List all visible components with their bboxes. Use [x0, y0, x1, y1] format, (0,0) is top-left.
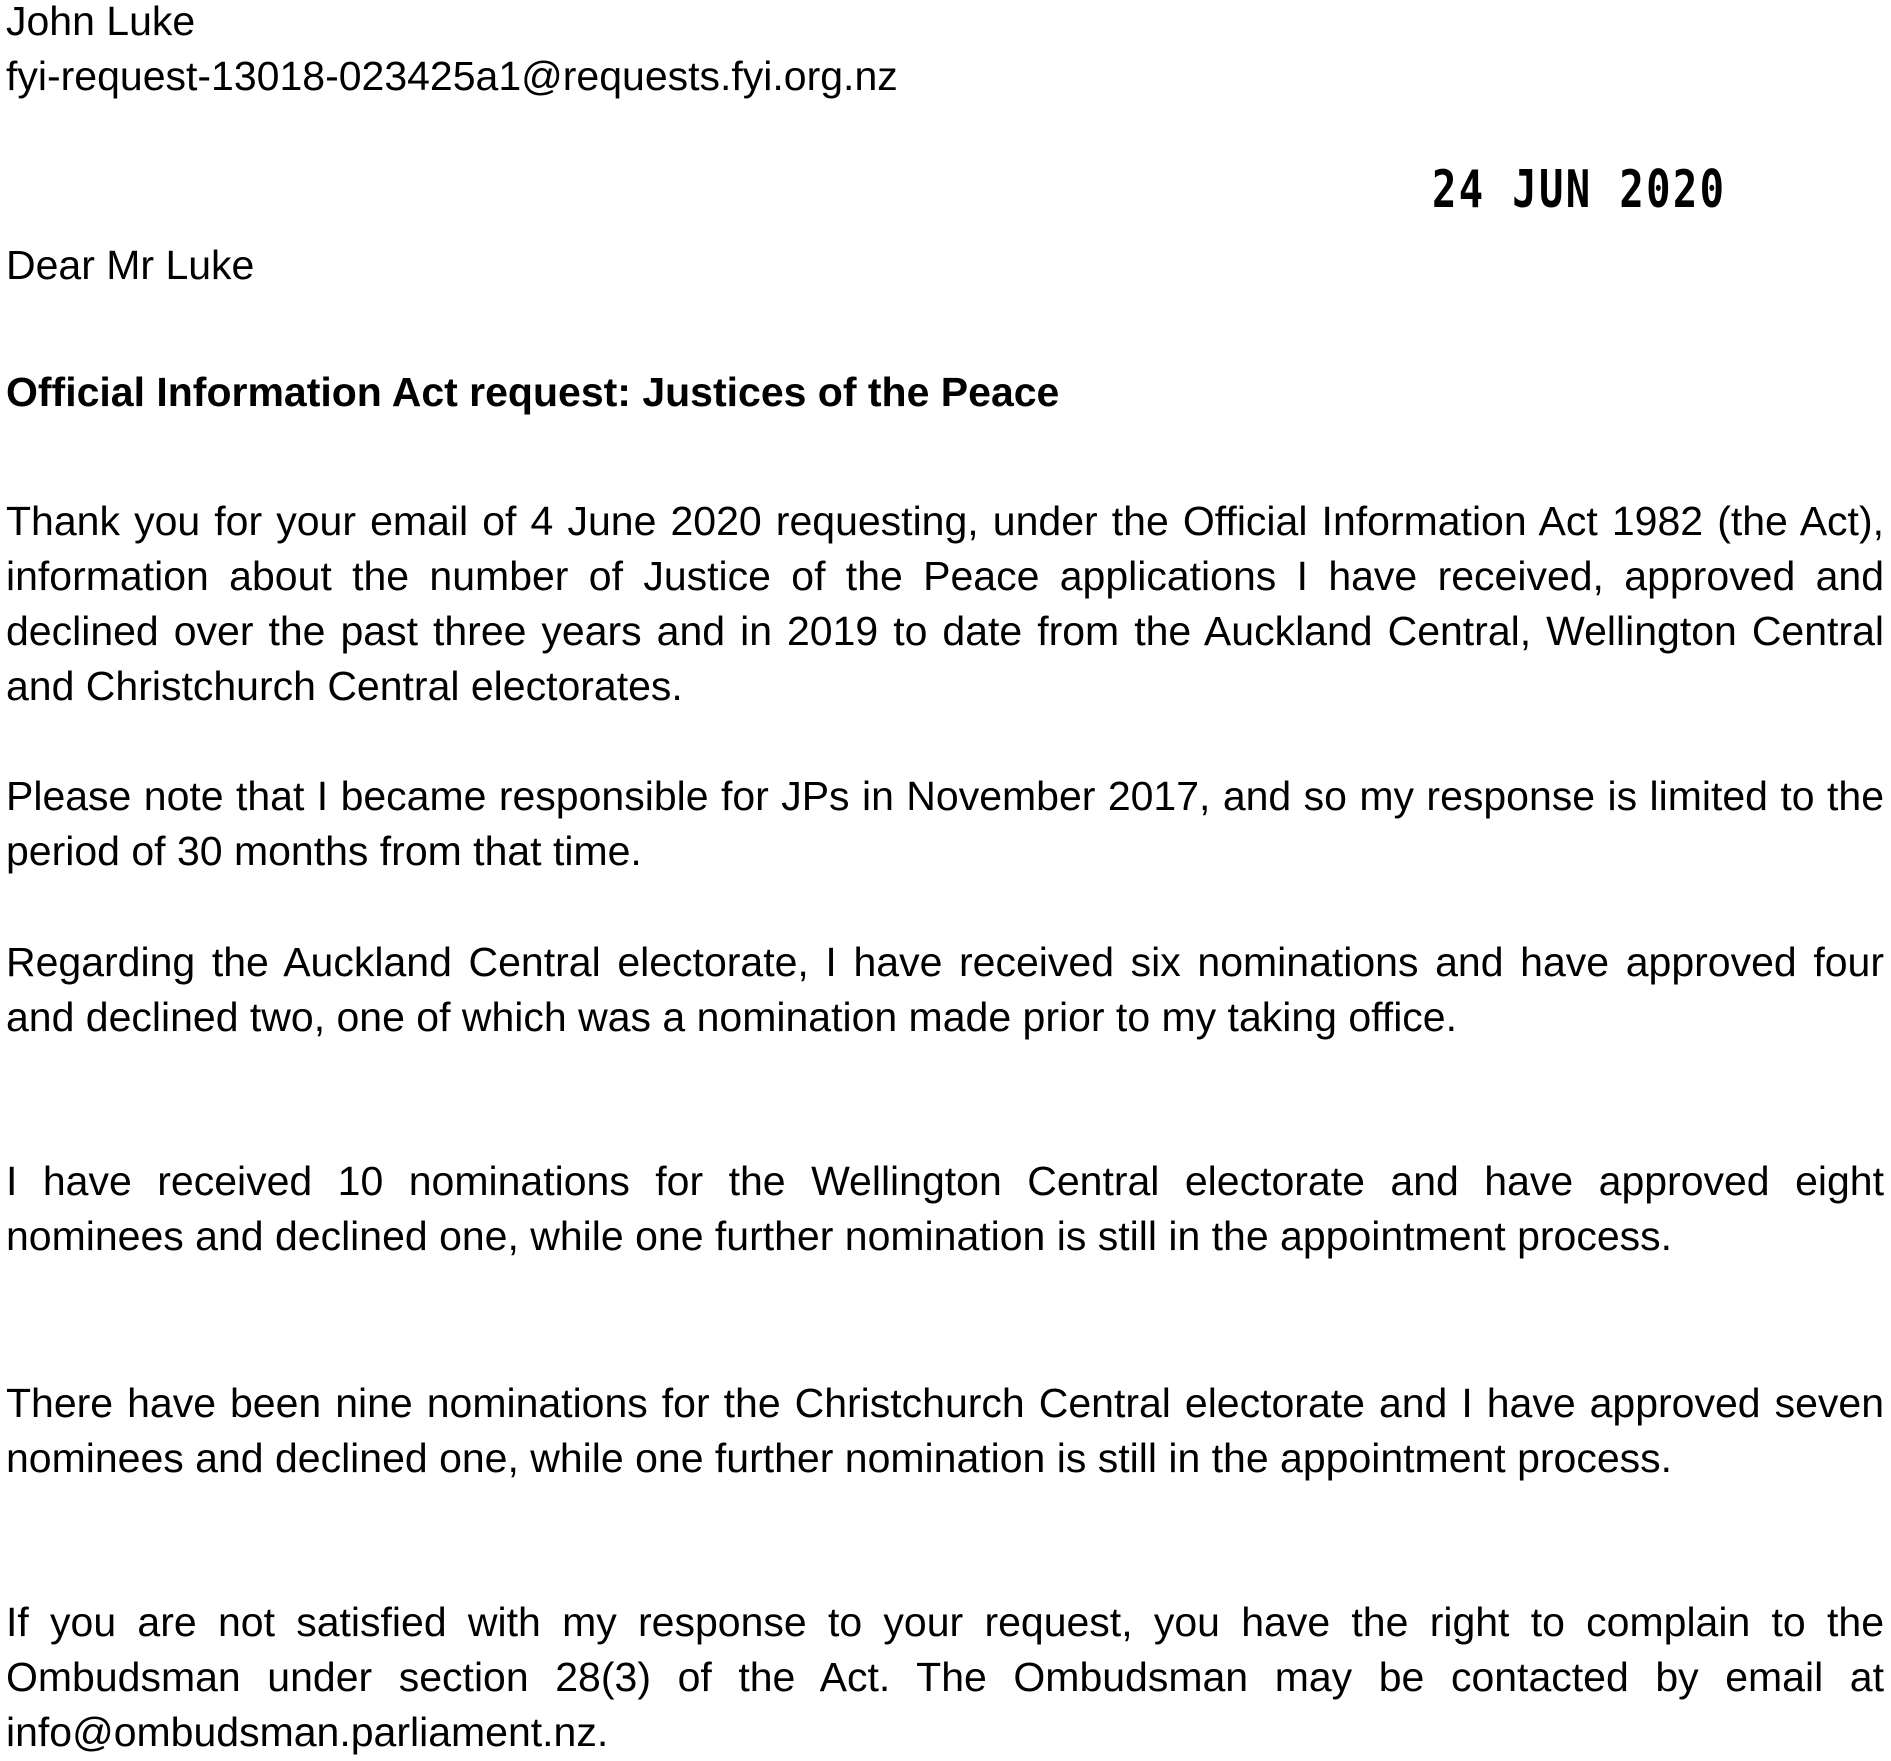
recipient-name: John Luke	[6, 0, 196, 44]
paragraph-responsibility-note: Please note that I became responsible for JPs in November 2017, and so my response is limited to the period of 30 months from that time.	[6, 773, 1884, 874]
paragraph-ombudsman: If you are not satisfied with my response to your request, you have the right to complain to the Ombudsman under section 28(3) of the Act. The Ombudsman may be contacted by email at info@ombudsman.parliament.nz.	[6, 1599, 1884, 1755]
salutation: Dear Mr Luke	[6, 242, 255, 288]
subject-heading: Official Information Act request: Justices of the Peace	[6, 369, 1060, 415]
paragraph-christchurch-central: There have been nine nominations for the Christchurch Central electorate and I have approved seven nominees and declined one, while one further nomination is still in the appointment process.	[6, 1380, 1884, 1481]
date-stamp: 24 JUN 2020	[1432, 160, 1727, 220]
paragraph-wellington-central: I have received 10 nominations for the Wellington Central electorate and have approved eight nominees and declined one, while one further nomination is still in the appointment process.	[6, 1158, 1884, 1259]
paragraph-request-acknowledgement: Thank you for your email of 4 June 2020 requesting, under the Official Information Act 1982 (the Act), information about the number of Justice of the Peace applications I have received, approved and declined over the past three years and in 2019 to date from the Auckland Central, Wellington Central and Christchurch Central electorates.	[6, 498, 1884, 709]
recipient-email: fyi-request-13018-023425a1@requests.fyi.org.nz	[6, 53, 898, 99]
paragraph-auckland-central: Regarding the Auckland Central electorate, I have received six nominations and have approved four and declined two, one of which was a nomination made prior to my taking office.	[6, 939, 1884, 1040]
